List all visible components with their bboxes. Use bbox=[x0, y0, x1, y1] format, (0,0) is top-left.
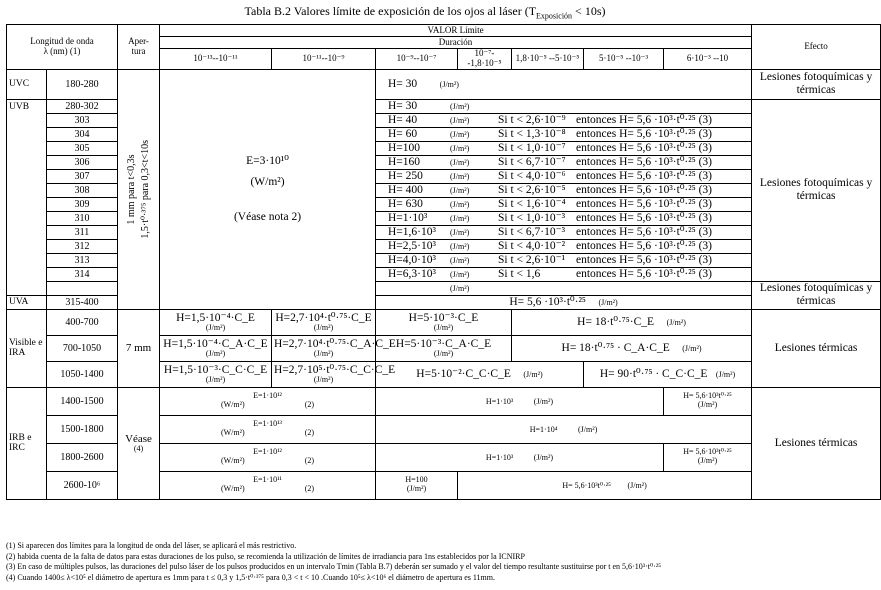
uvb-value-cell: H=1·10³ (J/m²) Si t < 1,0·10⁻³ entonces H= 5,6 ·10³·t⁰·²⁵ (3) bbox=[376, 211, 752, 225]
visible-aperture: 7 mm bbox=[118, 309, 160, 387]
irb-h-cell: H=100 (J/m²) bbox=[376, 471, 458, 499]
uvb-value-cell: H= 60 (J/m²) Si t < 1,3·10⁻⁸ entonces H= 5,6 ·10³·t⁰·²⁵ (3) bbox=[376, 127, 752, 141]
duration-col: 6·10⁻³ --10 bbox=[664, 49, 752, 70]
irb-e-cell: E=1·10¹¹ (W/m²) (2) bbox=[160, 471, 376, 499]
table-title: Tabla B.2 Valores límite de exposición de los ojos al láser $(T_{Exposición} < 10s)$ bbox=[244, 4, 606, 21]
wavelength-cell: 700-1050 bbox=[47, 335, 118, 361]
wavelength-cell: 307 bbox=[47, 169, 118, 183]
duration-col: 1,8·10⁻⁵ --5·10⁻⁵ bbox=[512, 49, 584, 70]
footnotes bbox=[6, 541, 846, 583]
irb-t-cell: H= 5,6·10³t⁰·²⁵ (J/m²) bbox=[664, 443, 752, 471]
wavelength-header: Longitud de onda λ (nm) (1) bbox=[7, 25, 118, 70]
effect-uvb-bottom: Lesiones fotoquímicas y térmicas bbox=[752, 281, 881, 309]
uvb-value-cell: H=2,5·10³ (J/m²) Si t < 4,0·10⁻² entonces H= 5,6 ·10³·t⁰·²⁵ (3) bbox=[376, 239, 752, 253]
duration-col: 10⁻⁷--1,8·10⁻⁵ bbox=[458, 49, 512, 70]
wavelength-cell: 311 bbox=[47, 225, 118, 239]
uva-value-cell: H= 5,6 ·10³·t⁰·²⁵ (J/m²) bbox=[376, 295, 752, 309]
duration-col: 10⁻⁹--10⁻⁷ bbox=[376, 49, 458, 70]
uv-left-note: (Véase nota 2) bbox=[233, 210, 302, 223]
uv-aperture-cell bbox=[118, 69, 160, 309]
vis-cell-c: H=5·10⁻³·C_A·C_E (J/m²) bbox=[376, 335, 512, 361]
irb-h-cell: H=1·10³ (J/m²) bbox=[376, 443, 664, 471]
aperture-header: Aper- tura bbox=[118, 25, 160, 70]
wavelength-cell: 303 bbox=[47, 113, 118, 127]
irb-h-cell: H=1·10⁴ (J/m²) bbox=[376, 415, 752, 443]
vis-cell-c: H=5·10⁻²·C_C·C_E (J/m²) bbox=[376, 361, 584, 387]
uvb-value-cell: (J/m²) bbox=[376, 281, 752, 295]
wavelength-cell: 305 bbox=[47, 141, 118, 155]
duracion-header: Duración bbox=[160, 37, 752, 49]
effect-irb: Lesiones térmicas bbox=[752, 387, 881, 499]
footnote: (2) habida cuenta de la falta de datos para estas duraciones de los pulso, se recomienda la utilización de límites de irradiancia para 1ns establecidos por la ICNIRP bbox=[6, 551, 525, 561]
wavelength-cell: 310 bbox=[47, 211, 118, 225]
group-uva: UVA bbox=[7, 295, 47, 309]
wavelength-cell: 1500-1800 bbox=[47, 415, 118, 443]
effect-uvc: Lesiones fotoquímicas y térmicas bbox=[752, 69, 881, 99]
aperture-rule-2: 1,5·t⁰·³⁷⁵ para 0,3<t<10s bbox=[140, 139, 151, 239]
wavelength-cell: 280-302 bbox=[47, 99, 118, 113]
wavelength-cell: 309 bbox=[47, 197, 118, 211]
uvb-value-cell: H= 630 (J/m²) Si t < 1,6·10⁻⁴ entonces H= 5,6 ·10³·t⁰·²⁵ (3) bbox=[376, 197, 752, 211]
wavelength-cell: 313 bbox=[47, 253, 118, 267]
uvb-value-cell: H= 30 (J/m²) bbox=[376, 99, 752, 113]
vis-cell-a: H=1,5·10⁻⁴·C_E (J/m²) bbox=[160, 309, 272, 335]
wavelength-cell: 180-280 bbox=[47, 69, 118, 99]
valor-limite-header: VALOR Límite bbox=[160, 25, 752, 37]
wavelength-cell: 1400-1500 bbox=[47, 387, 118, 415]
uvc-value-cell: H= 30 (J/m²) bbox=[376, 69, 752, 99]
group-uvb: UVB bbox=[7, 99, 47, 295]
group-irb: IRB e IRC bbox=[7, 387, 47, 499]
irb-e-cell: E=1·10¹² (W/m²) (2) bbox=[160, 387, 376, 415]
wavelength-cell: 1050-1400 bbox=[47, 361, 118, 387]
group-visible: Visible e IRA bbox=[7, 309, 47, 387]
irb-e-cell: E=1·10¹² (W/m²) (2) bbox=[160, 443, 376, 471]
vis-cell-c: H=5·10⁻³·C_E (J/m²) bbox=[376, 309, 512, 335]
effect-visible: Lesiones térmicas bbox=[752, 309, 881, 387]
duration-col: 10⁻¹³--10⁻¹¹ bbox=[160, 49, 272, 70]
wavelength-cell: 2600-10⁶ bbox=[47, 471, 118, 499]
vis-cell-b: H=2,7·10⁴·t⁰·⁷⁵·C_E (J/m²) bbox=[272, 309, 376, 335]
wavelength-cell: 314 bbox=[47, 267, 118, 281]
irb-e-cell: E=1·10¹³ (W/m²) (2) bbox=[160, 415, 376, 443]
vis-cell-b: H=2,7·10⁵·t⁰·⁷⁵·C_C·C_E (J/m²) bbox=[272, 361, 376, 387]
vis-cell-a: H=1,5·10⁻⁴·C_A·C_E (J/m²) bbox=[160, 335, 272, 361]
vis-cell-d: H= 18·t⁰·⁷⁵·C_E (J/m²) bbox=[512, 309, 752, 335]
uvb-value-cell: H= 400 (J/m²) Si t < 2,6·10⁻⁵ entonces H= 5,6 ·10³·t⁰·²⁵ (3) bbox=[376, 183, 752, 197]
wavelength-cell: 1800-2600 bbox=[47, 443, 118, 471]
uvb-value-cell: H=1,6·10³ (J/m²) Si t < 6,7·10⁻³ entonces H= 5,6 ·10³·t⁰·²⁵ (3) bbox=[376, 225, 752, 239]
efecto-header: Efecto bbox=[752, 25, 881, 70]
vis-cell-b: H=2,7·10⁴·t⁰·⁷⁵·C_A·C_E (J/m²) bbox=[272, 335, 376, 361]
uvb-value-cell: H=100 (J/m²) Si t < 1,0·10⁻⁷ entonces H= 5,6 ·10³·t⁰·²⁵ (3) bbox=[376, 141, 752, 155]
wavelength-cell: 306 bbox=[47, 155, 118, 169]
uvb-value-cell: H=4,0·10³ (J/m²) Si t < 2,6·10⁻¹ entonces H= 5,6 ·10³·t⁰·²⁵ (3) bbox=[376, 253, 752, 267]
wavelength-cell: 315-400 bbox=[47, 295, 118, 309]
vis-cell-d: H= 90·t⁰·⁷⁵ · C_C·C_E (J/m²) bbox=[584, 361, 752, 387]
footnote: (3) En caso de múltiples pulsos, las duraciones del pulso láser de los pulsos producidos en un intervalo Tmin (Tabla B.7) deberán ser sumado y el valor del tiempo resultante sustituirse por t en 5,6·10³·t⁰·²⁵ bbox=[6, 562, 662, 571]
aperture-rule-1: 1 mm para t<0,3s bbox=[126, 154, 137, 225]
uv-left-value: E=3·10¹⁰ bbox=[246, 155, 289, 168]
wavelength-cell: 308 bbox=[47, 183, 118, 197]
exposure-limits-table bbox=[6, 24, 881, 500]
uvb-value-cell: H=160 (J/m²) Si t < 6,7·10⁻⁷ entonces H= 5,6 ·10³·t⁰·²⁵ (3) bbox=[376, 155, 752, 169]
uvb-value-cell: H= 40 (J/m²) Si t < 2,6·10⁻⁹ entonces H= 5,6 ·10³·t⁰·²⁵ (3) bbox=[376, 113, 752, 127]
group-uvc: UVC bbox=[7, 69, 47, 99]
irb-aperture: Véase (4) bbox=[118, 387, 160, 499]
wavelength-cell: 312 bbox=[47, 239, 118, 253]
irb-t-cell: H= 5,6·10³t⁰·²⁵ (J/m²) bbox=[664, 387, 752, 415]
uv-left-unit: (W/m²) bbox=[250, 175, 285, 188]
footnote: (1) Si aparecen dos límites para la longitud de onda del láser, se aplicará el más restrictivo. bbox=[6, 541, 297, 550]
uv-left-limit-cell bbox=[160, 69, 376, 309]
vis-cell-a: H=1,5·10⁻³·C_C·C_E (J/m²) bbox=[160, 361, 272, 387]
footnote: (4) Cuando 1400≤ λ<10⁵ el diámetro de apertura es 1mm para t ≤ 0,3 y 1,5·t⁰·³⁷⁵ para 0,3 < t < 10 .Cuando 10⁵≤ λ<10⁶ el diámetro de apertura es 11mm. bbox=[6, 572, 495, 582]
vis-cell-d: H= 18·t⁰·⁷⁵ · C_A·C_E (J/m²) bbox=[512, 335, 752, 361]
irb-h-cell: H=1·10³ (J/m²) bbox=[376, 387, 664, 415]
uvb-value-cell: H= 250 (J/m²) Si t < 4,0·10⁻⁶ entonces H= 5,6 ·10³·t⁰·²⁵ (3) bbox=[376, 169, 752, 183]
wavelength-cell bbox=[47, 281, 118, 295]
duration-col: 5·10⁻⁵ --10⁻³ bbox=[584, 49, 664, 70]
wavelength-cell: 304 bbox=[47, 127, 118, 141]
uvb-value-cell: H=6,3·10³ (J/m²) Si t < 1,6 entonces H= 5,6 ·10³·t⁰·²⁵ (3) bbox=[376, 267, 752, 281]
wavelength-cell: 400-700 bbox=[47, 309, 118, 335]
effect-uvb: Lesiones fotoquímicas y térmicas bbox=[752, 99, 881, 281]
duration-col: 10⁻¹¹--10⁻⁹ bbox=[272, 49, 376, 70]
irb-t-cell: H= 5,6·10³t⁰·²⁵ (J/m²) bbox=[458, 471, 752, 499]
